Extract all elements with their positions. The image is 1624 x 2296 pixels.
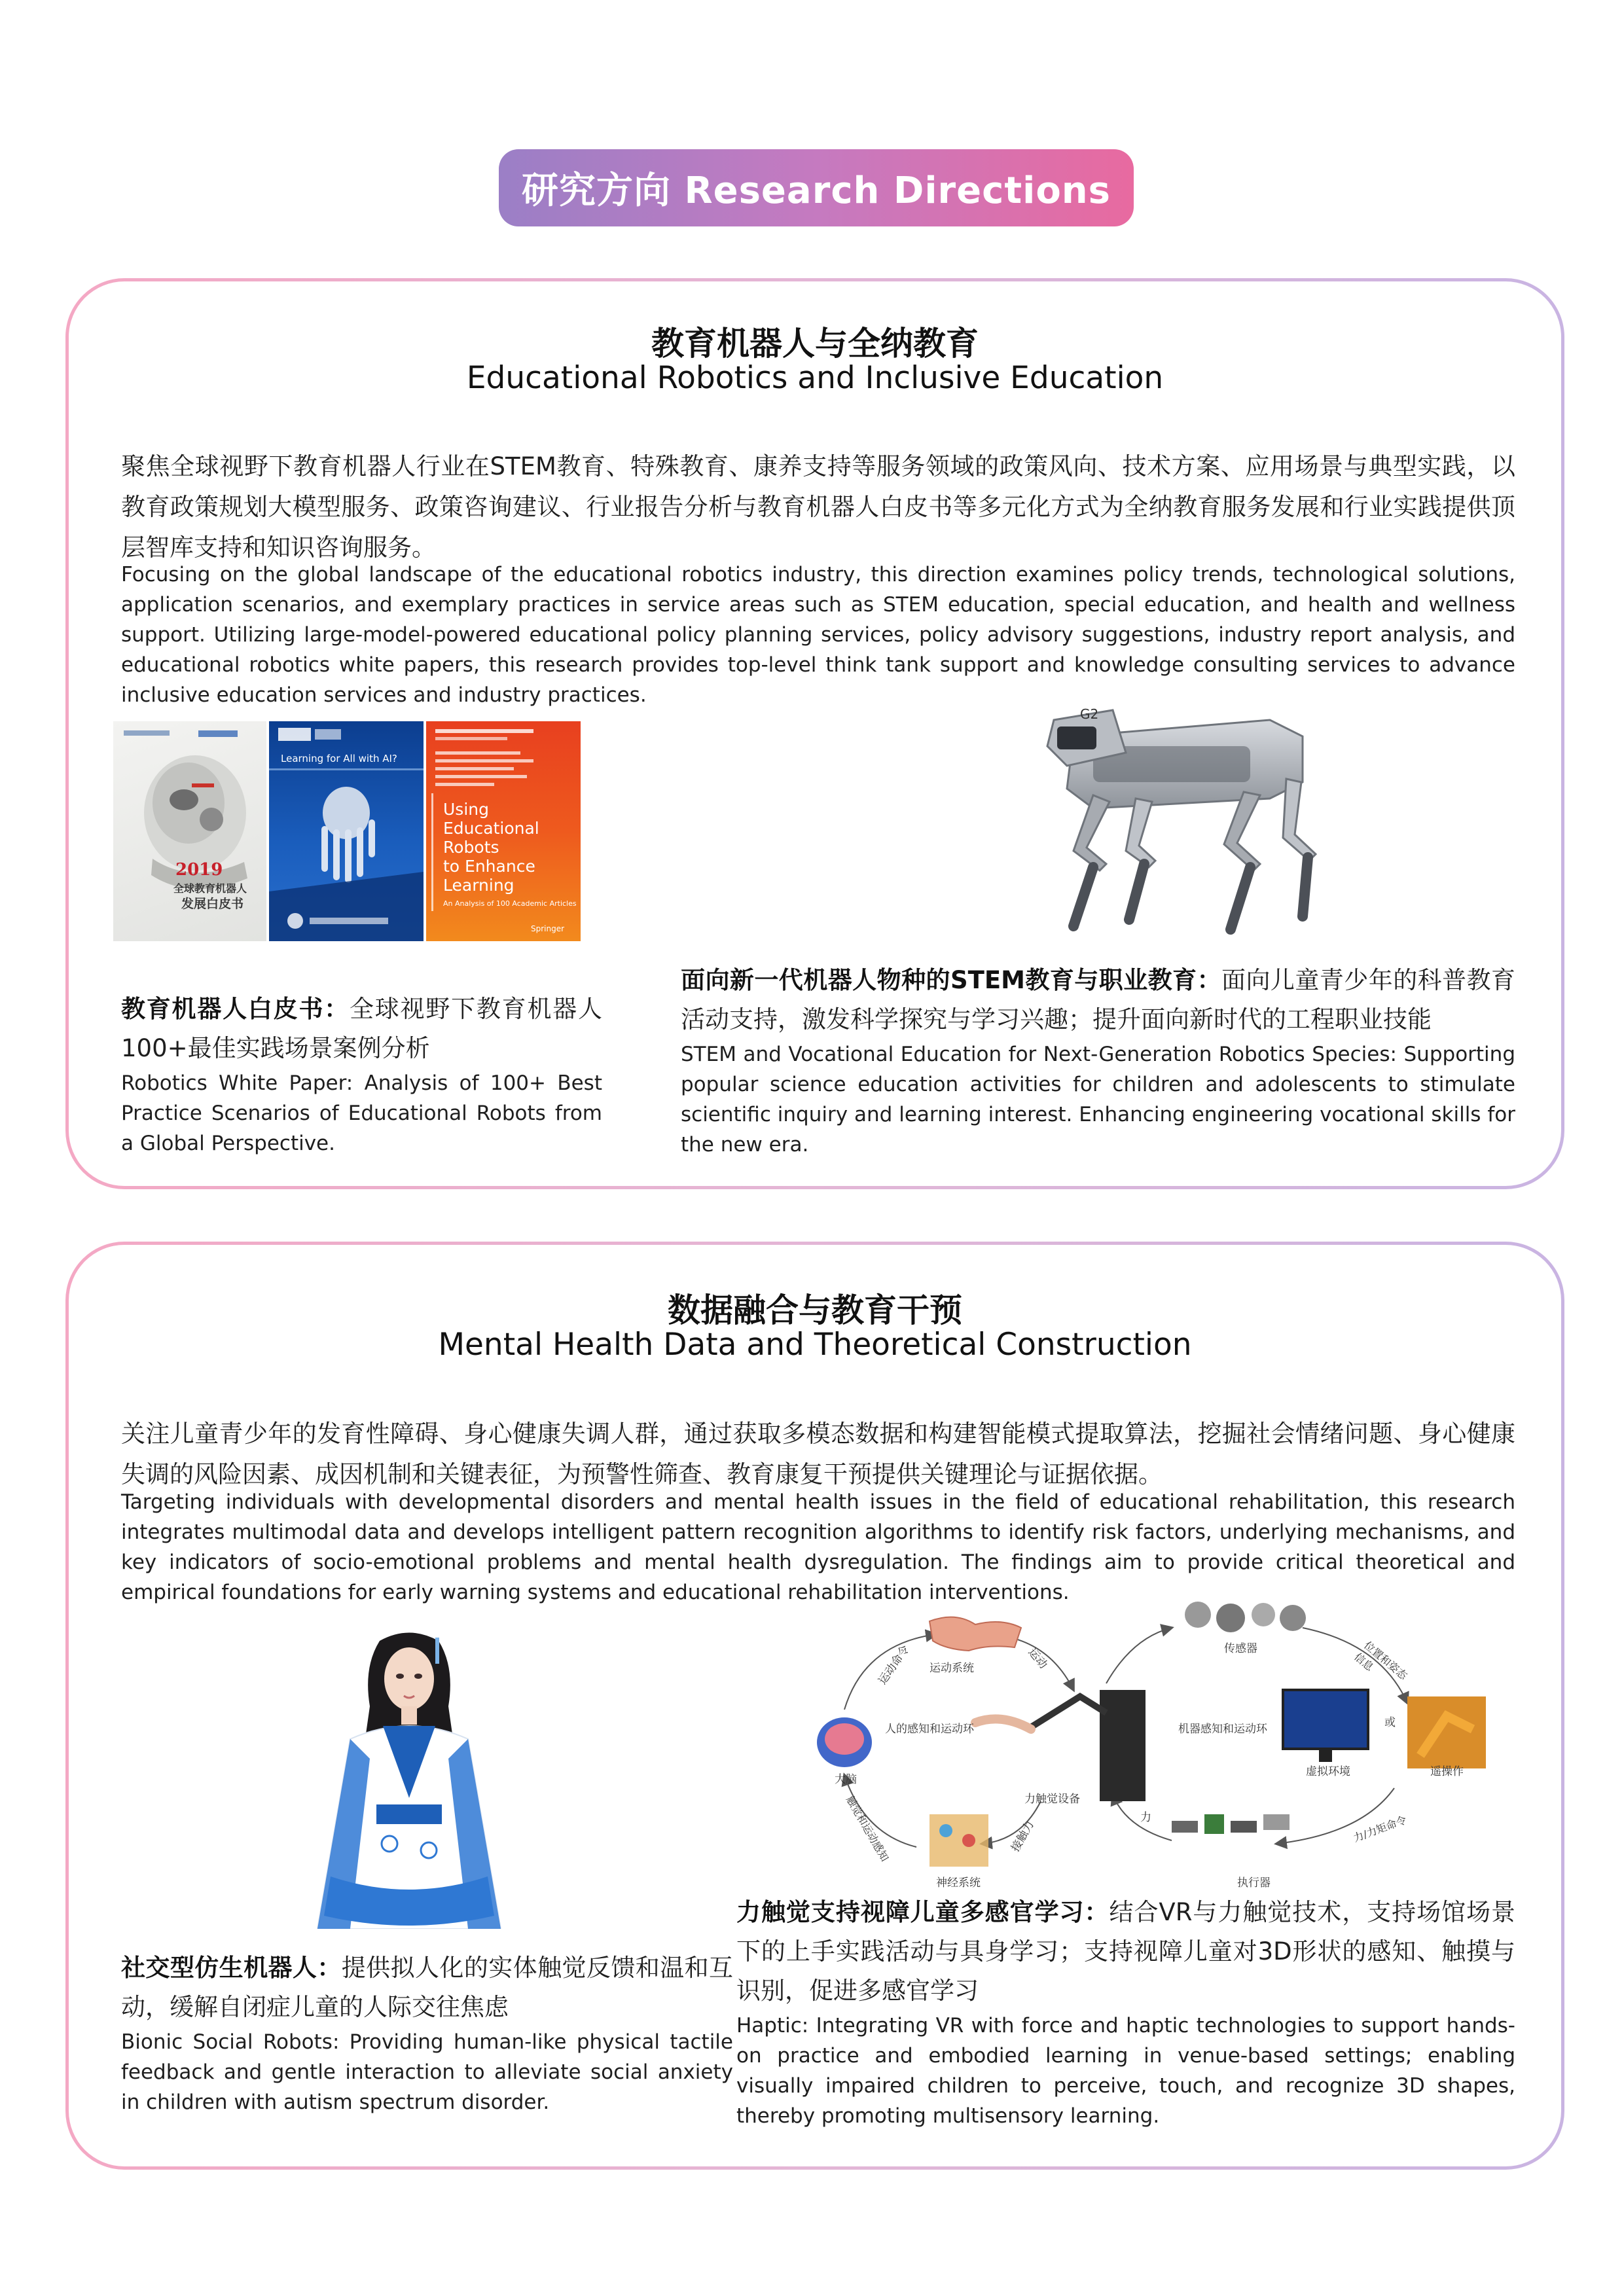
section2-intro-en: Targeting individuals with developmental disorders and mental health issues in the field of educational rehabilitation, this research integrates multimodal data and develops intelligent pattern recognition algorithms to identify risk factors, underlying mechanisms, and key indicators of socio-emotional problems and mental health dysregulation. The findings aim to provide critical theoretical and empirical foundations for early warning systems and educational rehabilitation interventions. (121, 1490, 1515, 1604)
item2-text-en: STEM and Vocational Education for Next-Generation Robotics Species: Supporting popular science education activities for children and adolescents to stimulate scientific inquiry and learning interest. Enhancing engineering vocational skills for the new era. (681, 1043, 1515, 1157)
section2-intro-zh: 关注儿童青少年的发育性障碍、身心健康失调人群，通过获取多模态数据和构建智能模式提取算法，挖掘社会情绪问题、身心健康失调的风险因素、成因机制和关键表征，为预警性筛查、教育康复干预提供关键理论与证据依据。 (121, 1420, 1515, 1488)
label-touch-perception: 触觉和运动感知 (843, 1793, 892, 1864)
s2-item2-text-en: Haptic: Integrating VR with force and haptic technologies to support hands-on practice and embodied learning in venue-based settings; enabling visually impaired children to perceive, touch, and recognize 3D shapes, thereby promoting multisensory learning. (736, 2014, 1515, 2128)
label-force-torque-cmd: 力/力矩命令 (1351, 1813, 1409, 1844)
book3-title-line2: Educational (443, 819, 539, 838)
section1-intro-en: Focusing on the global landscape of the educational robotics industry, this direction examines policy trends, technological solutions, application scenarios, and exemplary practices in service areas such as STEM education, special education, and health and wellness support. Utilizing large-model-powered educational policy planning services, policy advisory suggestions, industry report analysis, and educational robotics white papers, this research provides top-level think tank support and knowledge consulting services to advance inclusive education services and industry practices. (121, 563, 1515, 707)
book3-title-line1: Using (443, 800, 489, 819)
item1-label-zh: 教育机器人白皮书： (121, 995, 350, 1023)
item-robotics-white-paper (121, 990, 602, 1158)
label-motion: 运动 (1025, 1645, 1050, 1672)
header-title: 研究方向 Research Directions (522, 170, 1111, 212)
card-data-fusion (65, 1242, 1564, 2170)
label-motor-command: 运动命令 (876, 1643, 912, 1687)
section1-title-en: Educational Robotics and Inclusive Education (466, 360, 1164, 396)
section2-title-zh: 数据融合与教育干预 (668, 1291, 962, 1329)
label-virtual-env: 虚拟环境 (1306, 1765, 1350, 1778)
book1-year: 2019 (175, 860, 223, 880)
book1-title-line1: 全球教育机器人 (173, 882, 247, 895)
s2-item2-text-zh (736, 1893, 1515, 2011)
book1-title-line2: 发展白皮书 (181, 897, 244, 911)
book-cover-white-paper (113, 721, 266, 941)
section1-intro-zh: 聚焦全球视野下教育机器人行业在STEM教育、特殊教育、康养支持等服务领域的政策风向、技术方案、应用场景与典型实践，以教育政策规划大模型服务、政策咨询建议、行业报告分析与教育机器人白皮书等多元化方式为全纳教育服务发展和行业实践提供顶层智库支持和知识咨询服务。 (121, 452, 1515, 562)
s2-item1-label-zh: 社交型仿生机器人： (121, 1954, 342, 1982)
book3-title-line3: Robots (443, 838, 499, 857)
diagram-arrows (805, 1598, 1512, 1926)
item2-body-zh: 面向儿童青少年的科普教育活动支持，激发科学探究与学习兴趣；提升面向新时代的工程职业技能 (681, 966, 1516, 1033)
section1-title-zh: 教育机器人与全纳教育 (651, 325, 979, 363)
bionic-robot-image (304, 1628, 514, 1929)
label-teleop: 遥操作 (1430, 1765, 1464, 1778)
label-motor-system: 运动系统 (929, 1662, 974, 1675)
robot-dog-image (995, 674, 1355, 949)
label-machine-loop: 机器感知和运动环 (1178, 1723, 1267, 1736)
label-human-loop: 人的感知和运动环 (885, 1723, 974, 1736)
item2-text-zh (681, 961, 1515, 1039)
item1-text-en: Robotics White Paper: Analysis of 100+ Best Practice Scenarios of Educational Robots from a Global Perspective. (121, 1071, 602, 1155)
item1-body-zh: 全球视野下教育机器人100+最佳实践场景案例分析 (121, 995, 602, 1062)
label-contact-force: 接触力 (1009, 1818, 1038, 1854)
book3-subtitle: An Analysis of 100 Academic Articles (443, 899, 577, 908)
book3-title-line5: Learning (443, 876, 514, 895)
section2-title-en: Mental Health Data and Theoretical Construction (438, 1327, 1192, 1363)
label-nerve-system: 神经系统 (936, 1876, 981, 1890)
book2-title: Learning for All with AI? (281, 753, 397, 764)
label-sensor: 传感器 (1224, 1642, 1257, 1655)
item-haptic-multisensory (736, 1893, 1515, 2131)
item-stem-vocational (681, 961, 1515, 1160)
s2-item1-body-zh: 提供拟人化的实体触觉反馈和温和互动，缓解自闭症儿童的人际交往焦虑 (121, 1954, 733, 2021)
book3-title-line4: to Enhance (443, 857, 535, 876)
haptic-loop-diagram (805, 1598, 1512, 1926)
item2-label-zh: 面向新一代机器人物种的STEM教育与职业教育： (681, 966, 1222, 994)
book-cover-learning-for-all (269, 721, 424, 941)
label-position-info: 位置和姿态信息 (1352, 1638, 1410, 1682)
label-force: 力 (1140, 1811, 1151, 1824)
label-haptic-device: 力触觉设备 (1024, 1793, 1080, 1806)
robot-dog-label: G2 (1080, 706, 1099, 722)
book3-title (443, 800, 574, 895)
s2-item2-label-zh: 力触觉支持视障儿童多感官学习： (736, 1898, 1110, 1926)
item1-text-zh (121, 990, 602, 1068)
s2-item1-text-zh (121, 1948, 733, 2027)
robot-hand-illustration (269, 721, 424, 941)
label-or: 或 (1384, 1716, 1396, 1729)
book3-publisher: Springer (531, 924, 565, 933)
card-educational-robotics (65, 278, 1564, 1189)
s2-item2-body-zh: 结合VR与力触觉技术，支持场馆场景下的上手实践活动与具身学习；支持视障儿童对3D形状的感知、触摸与识别，促进多感官学习 (736, 1898, 1515, 2005)
label-actuator: 执行器 (1237, 1876, 1271, 1890)
section-header-pill (499, 149, 1134, 226)
label-brain: 大脑 (835, 1773, 857, 1786)
book-cover-using-robots (426, 721, 581, 941)
white-paper-covers (113, 721, 581, 941)
s2-item1-text-en: Bionic Social Robots: Providing human-like physical tactile feedback and gentle interaction to alleviate social anxiety in children with autism spectrum disorder. (121, 2030, 733, 2114)
item-bionic-social-robots (121, 1948, 733, 2117)
